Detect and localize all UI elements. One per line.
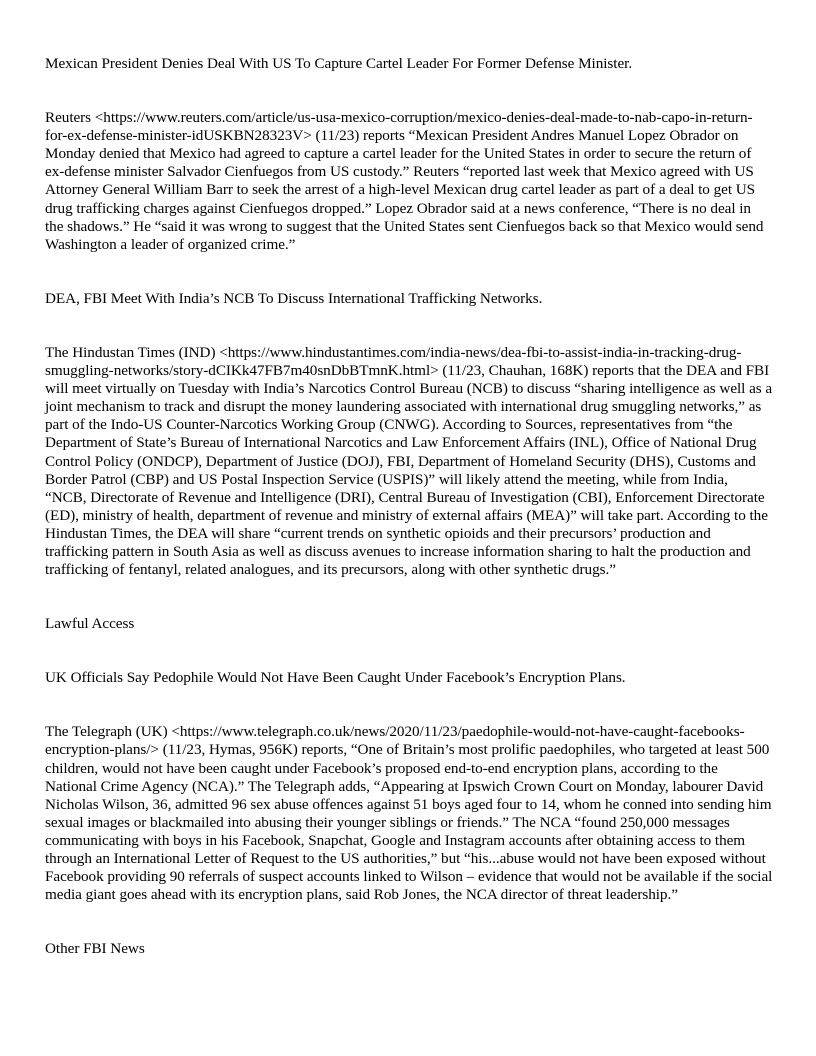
article-headline-mexico: Mexican President Denies Deal With US To Capture Cartel Leader For Former Defense Minister. — [45, 55, 633, 72]
article-body-india-ncb: The Hindustan Times (IND) <https://www.hindustantimes.com/india-news/dea-fbi-to-assist-india-in-tracking-drug-smuggling-networks/story-dCIKk47FB7m40snDbBTmnK.html> (11/23, Chauhan, 168K) reports that the DEA and FBI will meet virtually on Tuesday with India’s Narcotics Control Bureau (NCB) to discuss “sharing intelligence as well as a joint mechanism to track and disrupt the money laundering associated with international drug smuggling networks,” as part of the Indo-US Counter-Narcotics Working Group (CNWG). According to Sources, representatives from “the Department of State’s Bureau of International Narcotics and Law Enforcement Affairs (INL), Office of National Drug Control Policy (ONDCP), Department of Justice (DOJ), FBI, Department of Homeland Security (DHS), Customs and Border Patrol (CBP) and US Postal Inspection Service (USPIS)” will likely attend the meeting, while from India, “NCB, Directorate of Revenue and Intelligence (DRI), Central Bureau of Investigation (CBI), Enforcement Directorate (ED), ministry of health, department of revenue and ministry of external affairs (MEA)” will take part. According to the Hindustan Times, the DEA will share “current trends on synthetic opioids and their precursors’ production and trafficking pattern in South Asia as well as discuss avenues to increase information sharing to halt the production and trafficking of fentanyl, related analogues, and its precursors, along with other synthetic drugs.” — [45, 343, 773, 579]
section-heading-lawful-access: Lawful Access — [45, 615, 135, 633]
article-body-facebook-encryption: The Telegraph (UK) <https://www.telegraph.co.uk/news/2020/11/23/paedophile-would-not-have-caught-facebooks-encryption-plans/> (11/23, Hymas, 956K) reports, “One of Britain’s most prolific paedophiles, who targeted at least 500 children, would not have been caught under Facebook’s proposed end-to-end encryption plans, according to the National Crime Agency (NCA).” The Telegraph adds, “Appearing at Ipswich Crown Court on Monday, labourer David Nicholas Wilson, 36, admitted 96 sex abuse offences against 51 boys aged four to 14, whom he conned into sending him sexual images or blackmailed into abusing their younger siblings or friends.” The NCA “found 250,000 messages communicating with boys in his Facebook, Snapchat, Google and Instagram accounts after obtaining access to them through an International Letter of Request to the US authorities,” but “his...abuse would not have been exposed without Facebook providing 90 referrals of suspect accounts linked to Wilson – evidence that would not be available if the social media giant goes ahead with its encryption plans, said Rob Jones, the NCA director of threat leadership.” — [45, 723, 773, 904]
article-headline-india-ncb: DEA, FBI Meet With India’s NCB To Discuss International Trafficking Networks. — [45, 289, 543, 307]
document-page — [45, 55, 773, 958]
article-headline-facebook-encryption: UK Officials Say Pedophile Would Not Have Been Caught Under Facebook’s Encryption Plans. — [45, 669, 626, 687]
article-body-mexico: Reuters <https://www.reuters.com/article/us-usa-mexico-corruption/mexico-denies-deal-made-to-nab-capo-in-return-for-ex-defense-minister-idUSKBN28323V> (11/23) reports “Mexican President Andres Manuel Lopez Obrador on Monday denied that Mexico had agreed to capture a cartel leader for the United States in order to secure the return of ex-defense minister Salvador Cienfuegos from US custody.” Reuters “reported last week that Mexico agreed with US Attorney General William Barr to seek the arrest of a high-level Mexican drug cartel leader as part of a deal to get US drug trafficking charges against Cienfuegos dropped.” Lopez Obrador said at a news conference, “There is no deal in the shadows.” He “said it was wrong to suggest that the United States sent Cienfuegos back so that Mexico would send Washington a leader of organized crime.” — [45, 109, 764, 253]
section-heading-other-fbi-news: Other FBI News — [45, 940, 145, 958]
